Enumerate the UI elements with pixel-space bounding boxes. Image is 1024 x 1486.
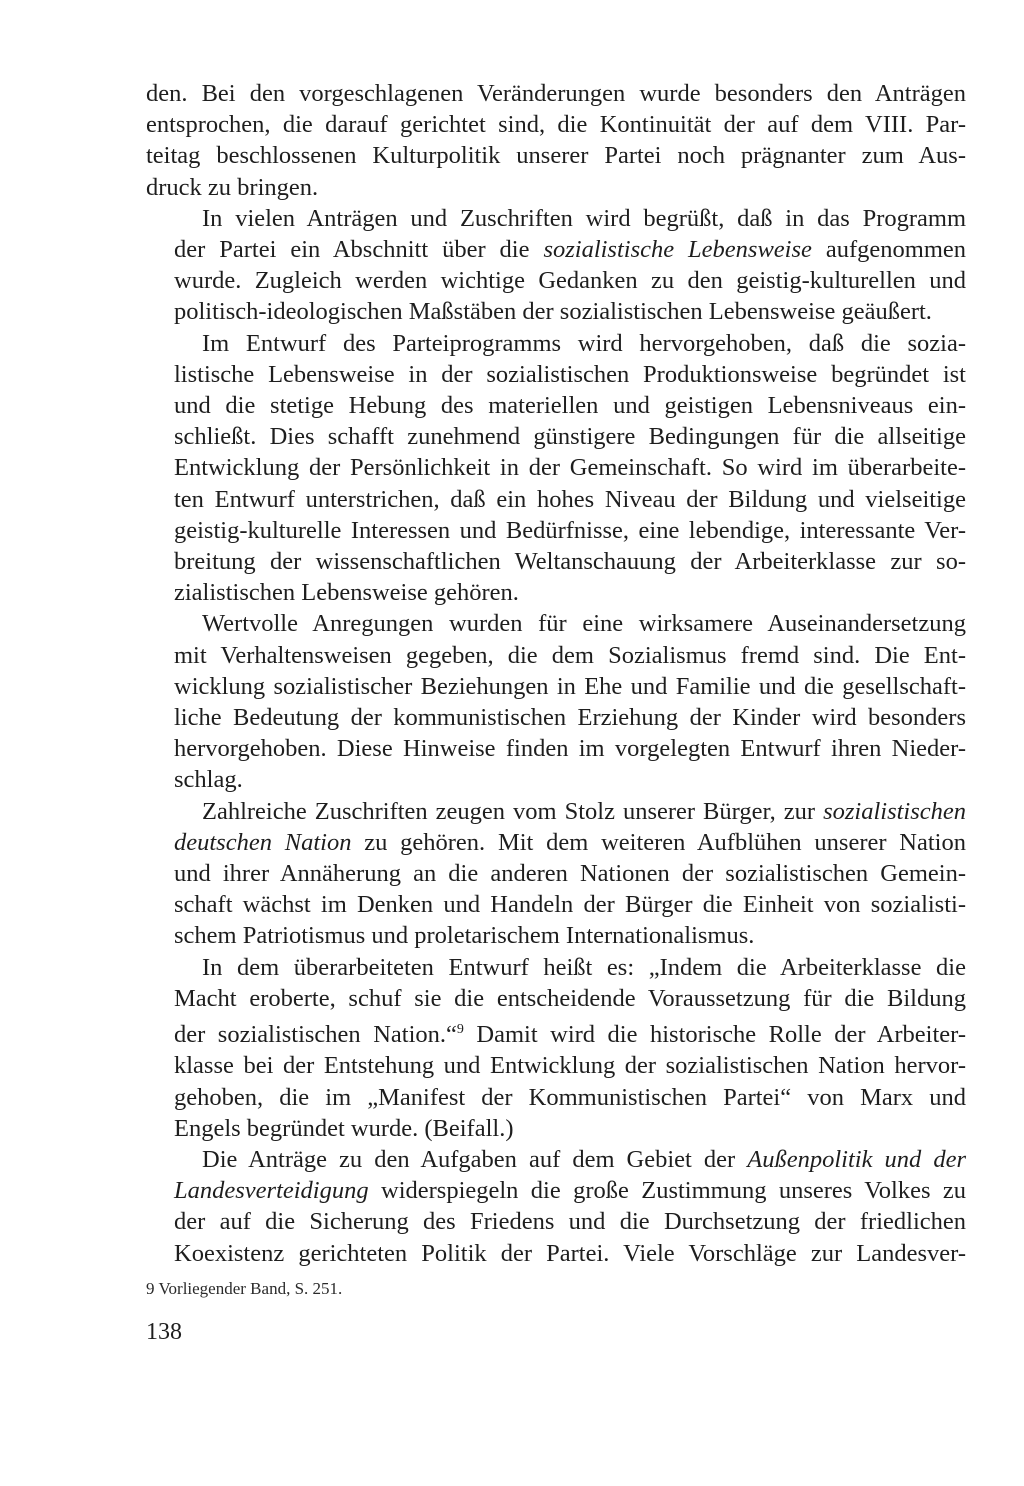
text-line: zialistischen Lebensweise gehören.: [174, 579, 519, 607]
text-line: wurde. Zugleich werden wichtige Gedanken zu den geistig-kulturellen und: [174, 267, 966, 295]
text-line: In vielen Anträgen und Zuschriften wird begrüßt, daß in das Programm: [202, 204, 966, 232]
paragraph: [146, 203, 966, 328]
text-line: entsprochen, die darauf gerichtet sind, die Kontinuität der auf dem VIII. Par-: [146, 111, 966, 139]
text-line: [146, 234, 966, 265]
emphasis: sozialistische Lebensweise: [543, 236, 812, 264]
emphasis: Außenpolitik und der: [747, 1146, 967, 1174]
text-line: In dem überarbeiteten Entwurf heißt es: „Indem die Arbeiterklasse die: [202, 953, 966, 981]
text-line: [146, 1014, 966, 1050]
text-run: der Partei ein Abschnitt über die: [174, 236, 544, 264]
text-line: listische Lebensweise in der sozialistischen Produktionsweise begründet ist: [174, 360, 966, 388]
text-line: [146, 1175, 966, 1206]
text-run: zu gehören. Mit dem weiteren Aufblühen unserer Nation: [351, 828, 966, 856]
paragraph: [146, 608, 966, 795]
emphasis: Landesverteidigung: [174, 1177, 369, 1205]
text-line: breitung der wissenschaftlichen Weltanschauung der Arbeiterklasse zur so-: [174, 548, 966, 576]
text-line: schlag.: [174, 766, 243, 794]
text-line: Entwicklung der Persönlichkeit in der Gemeinschaft. So wird im überarbeite-: [174, 454, 966, 482]
page-number: 138: [146, 1319, 182, 1345]
text-line: der auf die Sicherung des Friedens und die Durchsetzung der friedlichen: [174, 1208, 966, 1236]
paragraph: [146, 796, 966, 952]
text-line: schaft wächst im Denken und Handeln der Bürger die Einheit von sozialisti-: [174, 891, 966, 919]
text-line: liche Bedeutung der kommunistischen Erziehung der Kinder wird besonders: [174, 704, 966, 732]
text-line: Macht eroberte, schuf sie die entscheidende Voraussetzung für die Bildung: [174, 984, 966, 1012]
body-text: [146, 78, 966, 1269]
emphasis: sozialistischen: [823, 797, 966, 825]
text-line: hervorgehoben. Diese Hinweise finden im vorgelegten Entwurf ihren Nieder-: [174, 735, 966, 763]
text-line: geistig-kulturelle Interessen und Bedürfnisse, eine lebendige, interessante Ver-: [174, 516, 966, 544]
text-line: Koexistenz gerichteten Politik der Partei. Viele Vorschläge zur Landesver-: [174, 1239, 966, 1267]
text-line: ten Entwurf unterstrichen, daß ein hohes Niveau der Bildung und vielseitige: [174, 485, 966, 513]
paragraph: [146, 78, 966, 203]
text-line: Wertvolle Anregungen wurden für eine wirksamere Auseinandersetzung: [202, 610, 966, 638]
text-line: [146, 827, 966, 858]
text-line: wicklung sozialistischer Beziehungen in Ehe und Familie und die gesellschaft-: [174, 672, 966, 700]
text-line: und ihrer Annäherung an die anderen Nationen der sozialistischen Gemein-: [174, 860, 966, 888]
emphasis: deutschen Nation: [174, 828, 352, 856]
text-line: mit Verhaltensweisen gegeben, die dem Sozialismus fremd sind. Die Ent-: [174, 641, 966, 669]
text-line: teitag beschlossenen Kulturpolitik unserer Partei noch prägnanter zum Aus-: [146, 142, 966, 170]
text-run: Zahlreiche Zuschriften zeugen vom Stolz unserer Bürger, zur: [202, 797, 824, 825]
text-line: Im Entwurf des Parteiprogramms wird hervorgehoben, daß die sozia-: [202, 329, 966, 357]
text-run: Damit wird die historische Rolle der Arbeiter-: [463, 1021, 966, 1049]
text-run: aufgenommen: [811, 236, 966, 264]
footnote: 9 Vorliegender Band, S. 251.: [146, 1279, 343, 1298]
text-line: schließt. Dies schafft zunehmend günstigere Bedingungen für die allseitige: [174, 423, 966, 451]
text-line: druck zu bringen.: [146, 173, 319, 201]
paragraph: [146, 952, 966, 1144]
text-line: klasse bei der Entstehung und Entwicklung der sozialistischen Nation hervor-: [174, 1052, 966, 1080]
paragraph: [146, 1144, 966, 1269]
text-line: gehoben, die im „Manifest der Kommunistischen Partei“ von Marx und: [174, 1083, 966, 1111]
text-run: Die Anträge zu den Aufgaben auf dem Gebiet der: [202, 1146, 748, 1174]
text-line: den. Bei den vorgeschlagenen Veränderungen wurde besonders den Anträgen: [146, 80, 966, 107]
text-line: und die stetige Hebung des materiellen und geistigen Lebensniveaus ein-: [174, 392, 966, 420]
text-line: Engels begründet wurde. (Beifall.): [174, 1114, 514, 1142]
paragraph: [146, 328, 966, 609]
text-line: [146, 1144, 966, 1175]
text-line: schem Patriotismus und proletarischem Internationalismus.: [174, 922, 755, 950]
text-run: widerspiegeln die große Zustimmung unseres Volkes zu: [368, 1177, 966, 1205]
text-line: politisch-ideologischen Maßstäben der sozialistischen Lebensweise geäußert.: [174, 298, 932, 326]
footnote-marker: 9: [456, 1022, 464, 1038]
text-line: [146, 796, 966, 827]
text-run: der sozialistischen Nation.“: [174, 1021, 457, 1049]
